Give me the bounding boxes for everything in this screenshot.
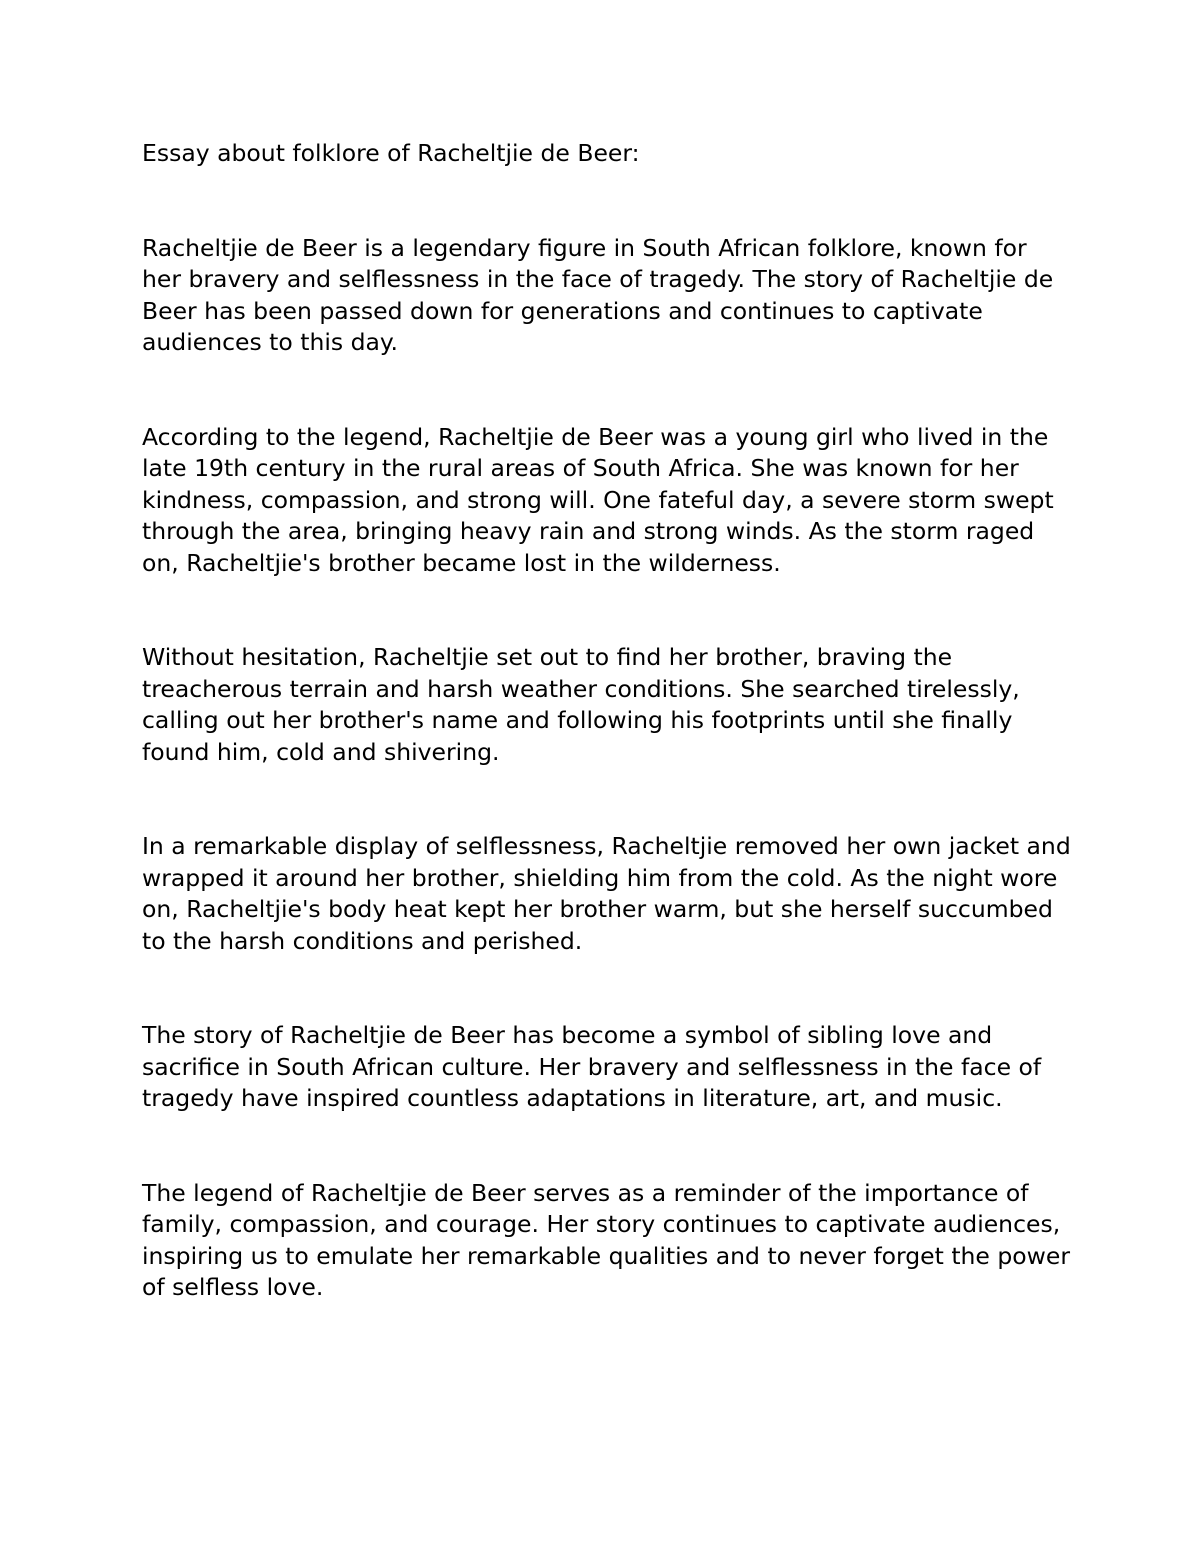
paragraph-introduction: Racheltjie de Beer is a legendary figure in South African folklore, known for her bravery and selflessness in the face of tragedy. The story of Racheltjie de Beer has been passed down for generations and continues to captivate audiences to this day. — [142, 233, 1054, 356]
paragraph-legend: According to the legend, Racheltjie de Beer was a young girl who lived in the late 19th century in the rural areas of South Africa. She was known for her kindness, compassion, and strong will. One fateful day, a severe storm swept through the area, bringing heavy rain and strong winds. As the storm raged on, Racheltjie's brother became lost in the wilderness. — [142, 422, 1054, 577]
essay-title: Essay about folklore of Racheltjie de Beer: — [142, 139, 640, 167]
paragraph-conclusion: The legend of Racheltjie de Beer serves as a reminder of the importance of family, compassion, and courage. Her story continues to captivate audiences, inspiring us to emulate her remarkable qualities and to never forget the power of selfless love. — [142, 1178, 1070, 1301]
paragraph-symbol: The story of Racheltjie de Beer has become a symbol of sibling love and sacrifice in South African culture. Her bravery and selflessness in the face of tragedy have inspired countless adaptations in literature, art, and music. — [142, 1021, 1042, 1112]
paragraph-sacrifice: In a remarkable display of selflessness, Racheltjie removed her own jacket and wrapped it around her brother, shielding him from the cold. As the night wore on, Racheltjie's body heat kept her brother warm, but she herself succumbed to the harsh conditions and perished. — [142, 832, 1071, 955]
document-body — [142, 138, 1072, 1304]
paragraph-search: Without hesitation, Racheltjie set out to find her brother, braving the treacherous terrain and harsh weather conditions. She searched tirelessly, calling out her brother's name and following his footprints until she finally found him, cold and shivering. — [142, 643, 1020, 766]
